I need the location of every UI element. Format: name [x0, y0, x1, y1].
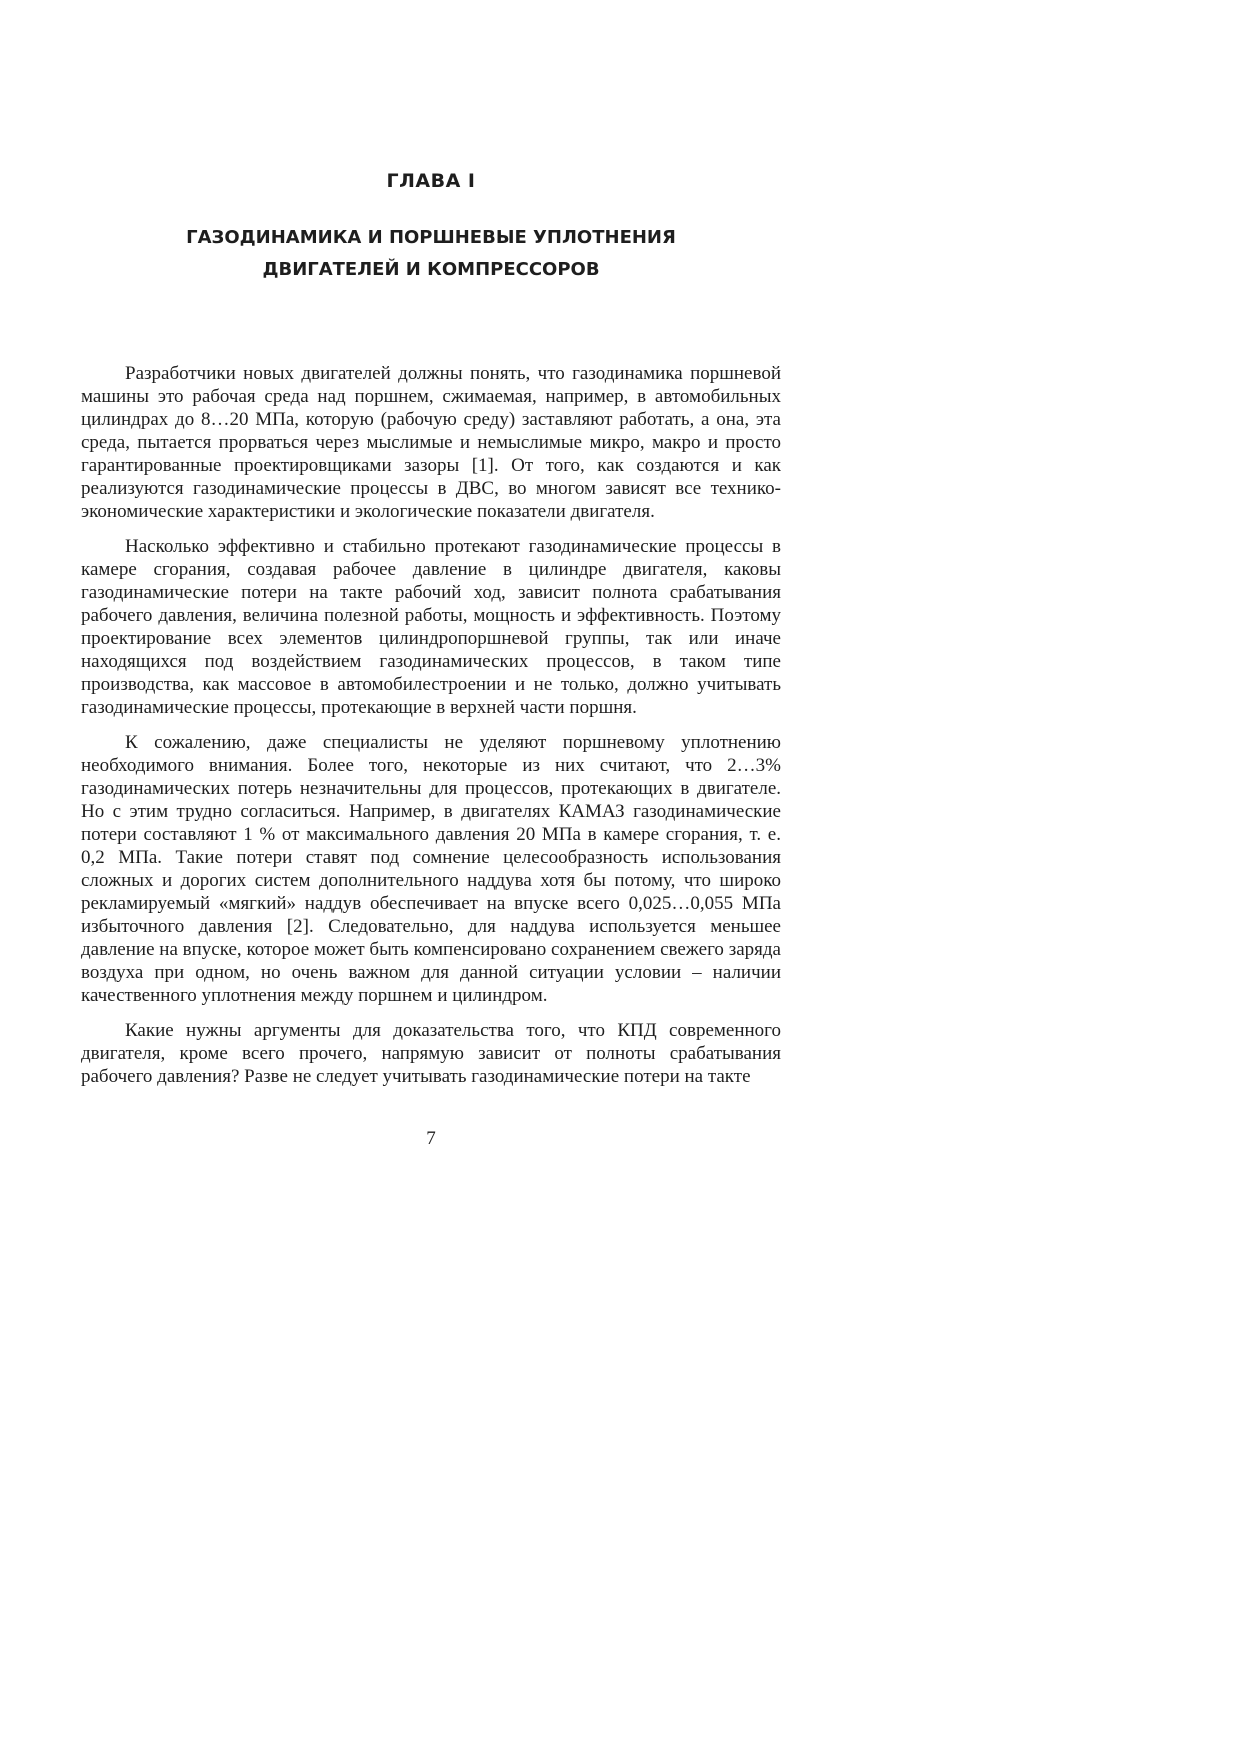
- chapter-title: [0, 222, 862, 286]
- body-text: [81, 362, 781, 1100]
- page-number: 7: [426, 1128, 436, 1149]
- chapter-title-line-2: ДВИГАТЕЛЕЙ И КОМПРЕССОРОВ: [262, 259, 600, 280]
- chapter-label: ГЛАВА I: [386, 170, 476, 192]
- paragraph-2: Насколько эффективно и стабильно протекают газодинамические процессы в камере сгорания, создавая рабочее давление в цилиндре двигателя, каковы газодинамические потери на такте рабочий ход, зависит полнота срабатывания рабочего давления, величина полезной работы, мощность и эффективность. Поэтому проектирование всех элементов цилиндропоршневой группы, так или иначе находящихся под воздействием газодинамических процессов, в таком типе производства, как массовое в автомобилестроении и не только, должно учитывать газодинамические процессы, протекающие в верхней части поршня.: [81, 536, 781, 718]
- paragraph-4: Какие нужны аргументы для доказательства того, что КПД современного двигателя, кроме всего прочего, напрямую зависит от полноты срабатывания рабочего давления? Разве не следует учитывать газодинамические потери на такте: [81, 1020, 781, 1087]
- chapter-title-line-1: ГАЗОДИНАМИКА И ПОРШНЕВЫЕ УПЛОТНЕНИЯ: [186, 227, 676, 248]
- paragraph-3: К сожалению, даже специалисты не уделяют поршневому уплотнению необходимого внимания. Более того, некоторые из них считают, что 2…3% газодинамических потерь незначительны для процессов, протекающих в двигателе. Но с этим трудно согласиться. Например, в двигателях КАМАЗ газодинамические потери составляют 1 % от максимального давления 20 МПа в камере сгорания, т. е. 0,2 МПа. Такие потери ставят под сомнение целесообразность использования сложных и дорогих систем дополнительного наддува хотя бы потому, что широко рекламируемый «мягкий» наддув обеспечивает на впуске всего 0,025…0,055 МПа избыточного давления [2]. Следовательно, для наддува используется меньшее давление на впуске, которое может быть компенсировано сохранением свежего заряда воздуха при одном, но очень важном для данной ситуации условии – наличии качественного уплотнения между поршнем и цилиндром.: [81, 732, 781, 1006]
- paragraph-1: Разработчики новых двигателей должны понять, что газодинамика поршневой машины это рабочая среда над поршнем, сжимаемая, например, в автомобильных цилиндрах до 8…20 МПа, которую (рабочую среду) заставляют работать, а она, эта среда, пытается прорваться через мыслимые и немыслимые микро, макро и просто гарантированные проектировщиками зазоры [1]. От того, как создаются и как реализуются газодинамические процессы в ДВС, во многом зависят все технико-экономические характеристики и экологические показатели двигателя.: [81, 363, 781, 522]
